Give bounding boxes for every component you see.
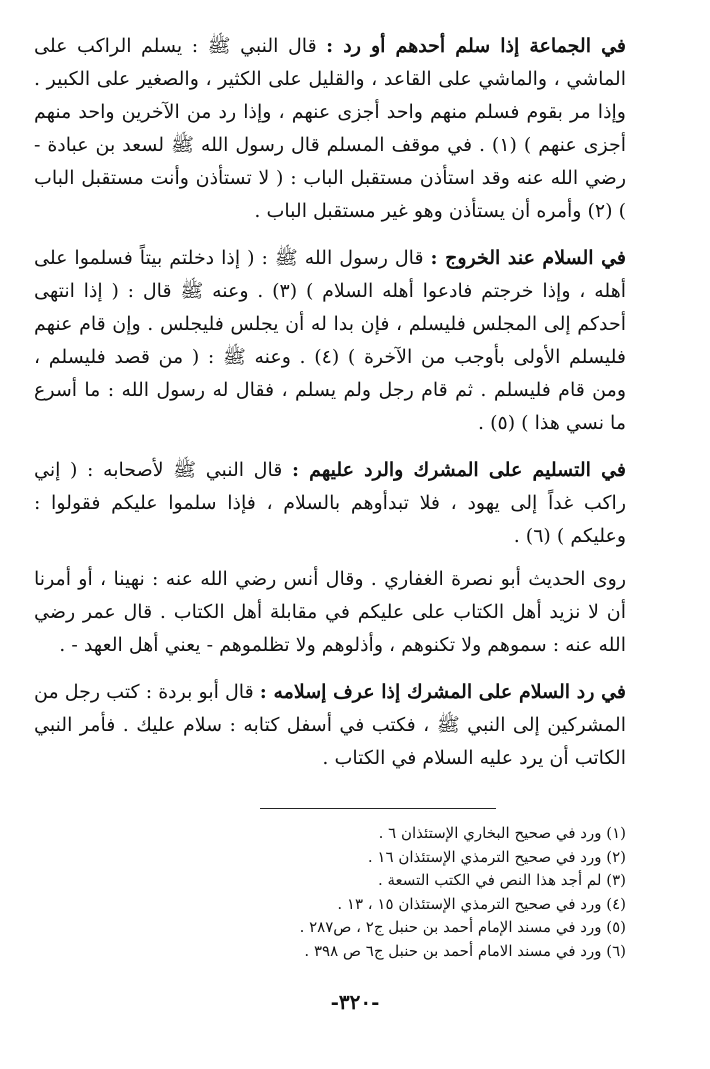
paragraph-text: قال رسول الله ﷺ : ( إذا دخلتم بيتاً فسلموا على أهله ، وإذا خرجتم فادعوا أهله السلام ) (٣) . وعنه ﷺ قال : ( إذا انتهى أحدكم إلى المجلس فليسلم ، فإن بدا له أن يجلس فليجلس . وإن قام عنهم فليسلم الأولى بأوجب من الآخرة ) (٤) . وعنه ﷺ : ( من قصد فليسلم ، ومن قام فليسلم . ثم قام رجل ولم يسلم ، فقال له رسول الله : ما أسرع ما نسي هذا ) (٥) . bbox=[34, 247, 626, 434]
paragraph-text: قال النبي ﷺ : يسلم الراكب على الماشي ، والماشي على القاعد ، والقليل على الكثير ، والصغير على الكبير . وإذا مر بقوم فسلم منهم واحد أجزى عنهم ، وإذا رد من الآخرين واحد منهم أجزى عنهم ) (١) . في موقف المسلم قال رسول الله ﷺ لسعد بن عبادة - رضي الله عنه وقد استأذن مستقبل الباب : ( لا تستأذن وأنت مستقبل الباب ) (٢) وأمره أن يستأذن وهو غير مستقبل الباب . bbox=[34, 35, 626, 222]
paragraph-narration bbox=[34, 563, 626, 662]
section-heading: في رد السلام على المشرك إذا عرف إسلامه : bbox=[259, 681, 626, 703]
footnotes bbox=[100, 822, 626, 963]
footnote: (٦) ورد في مسند الامام أحمد بن حنبل ج٦ ص ٣٩٨ . bbox=[304, 941, 626, 960]
main-text bbox=[34, 30, 626, 775]
paragraph-text: قال أبو بردة : كتب رجل من المشركين إلى النبي ﷺ ، فكتب في أسفل كتابه : سلام عليك . فأمر النبي الكاتب أن يرد عليه السلام في الكتاب . bbox=[34, 681, 626, 769]
footnote: (٢) ورد في صحيح الترمذي الإستئذان ١٦ . bbox=[367, 847, 626, 866]
paragraph-text: قال النبي ﷺ لأصحابه : ( إني راكب غداً إلى يهود ، فلا تبدأوهم بالسلام ، فإذا سلموا عليكم فقولوا : وعليكم ) (٦) . bbox=[34, 459, 626, 547]
footnote: (٣) لم أجد هذا النص في الكتب التسعة . bbox=[377, 871, 626, 889]
section-heading: في التسليم على المشرك والرد عليهم : bbox=[291, 459, 626, 481]
paragraph-greeting-polytheists bbox=[34, 454, 626, 553]
section-heading: في الجماعة إذا سلم أحدهم أو رد : bbox=[326, 35, 626, 57]
footnote: (١) ورد في صحيح البخاري الإستئذان ٦ . bbox=[378, 824, 626, 842]
footnote: (٤) ورد في صحيح الترمذي الإستئذان ١٥ ، ١٣ . bbox=[337, 894, 626, 913]
page-number: -٣٢٠- bbox=[330, 990, 380, 1014]
paragraph-greeting-in-group bbox=[34, 30, 626, 228]
footnote: (٥) ورد في مسند الإمام أحمد بن حنبل ج٢ ، ص٢٨٧ . bbox=[299, 918, 626, 936]
footnote-separator bbox=[260, 808, 496, 809]
paragraph-reply-convert bbox=[34, 676, 626, 775]
paragraph-text: روى الحديث أبو نصرة الغفاري . وقال أنس رضي الله عنه : نهينا ، أو أمرنا أن لا نزيد أهل الكتاب على عليكم في مقابلة أهل الكتاب . قال عمر رضي الله عنه : سموهم ولا تكنوهم ، وأذلوهم ولا تظلموهم - يعني أهل العهد - . bbox=[34, 568, 626, 656]
paragraph-greeting-on-leaving bbox=[34, 242, 626, 440]
section-heading: في السلام عند الخروج : bbox=[430, 247, 627, 269]
